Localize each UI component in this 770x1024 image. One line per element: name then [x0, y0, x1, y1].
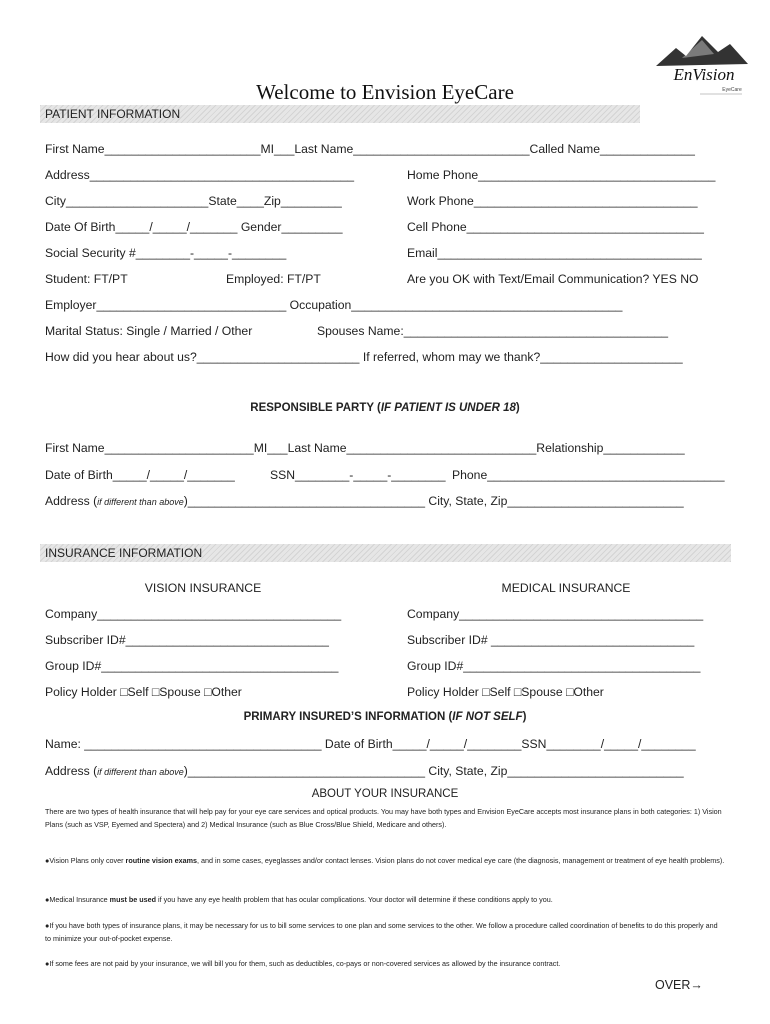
medical-insurance-label: MEDICAL INSURANCE — [501, 581, 631, 595]
about-bullet-vision: ●Vision Plans only cover routine vision exams, and in some cases, eyeglasses and/or contact lenses. Vision plans do not cover medical eye care (the diagnosis, management or treatment of eye health problems). — [45, 856, 725, 865]
over-indicator: OVER→ — [655, 978, 703, 992]
envision-logo — [652, 28, 752, 102]
field-medical-company[interactable]: Company____________________________________ — [407, 607, 704, 621]
field-primary-name-row[interactable]: Name: ___________________________________ Date of Birth_____/_____/________SSN________/_____/________ — [45, 737, 696, 751]
section-bar-patient: PATIENT INFORMATION — [40, 105, 640, 123]
field-vision-subscriber[interactable]: Subscriber ID#______________________________ — [45, 633, 329, 647]
field-primary-address[interactable]: Address (if different than above)___________________________________ City, State, Zip__________________________ — [45, 764, 684, 778]
field-vision-policy-holder[interactable]: Policy Holder □Self □Spouse □Other — [45, 685, 242, 699]
field-first-name-row[interactable]: First Name_______________________MI___Last Name__________________________Called Name______________ — [45, 142, 695, 156]
field-medical-policy-holder[interactable]: Policy Holder □Self □Spouse □Other — [407, 685, 604, 699]
field-vision-group[interactable]: Group ID#___________________________________ — [45, 659, 339, 673]
field-vision-company[interactable]: Company____________________________________ — [45, 607, 342, 621]
about-bullet-fees: ●If some fees are not paid by your insurance, we will bill you for them, such as deductibles, co-pays or non-covered services as allowed by the insurance contract. — [45, 959, 561, 968]
about-insurance-title: ABOUT YOUR INSURANCE — [311, 788, 459, 800]
field-marital-status[interactable]: Marital Status: Single / Married / Other — [45, 324, 253, 338]
logo-subtext: EyeCare — [722, 87, 742, 93]
field-email[interactable]: Email_______________________________________ — [407, 246, 702, 260]
responsible-party-heading: RESPONSIBLE PARTY (IF PATIENT IS UNDER 18) — [250, 402, 520, 414]
field-medical-subscriber[interactable]: Subscriber ID# ______________________________ — [407, 633, 695, 647]
field-work-phone[interactable]: Work Phone_________________________________ — [407, 194, 698, 208]
about-bullet-medical: ●Medical Insurance must be used if you have any eye health problem that has ocular complications. Your doctor will determine if these conditions apply to you. — [45, 895, 553, 904]
field-employer-occupation[interactable]: Employer____________________________ Occupation________________________________________ — [45, 298, 623, 312]
field-referral[interactable]: How did you hear about us?________________________ If referred, whom may we thank?_____________________ — [45, 350, 683, 364]
field-ssn[interactable]: Social Security #________-_____-________ — [45, 246, 287, 260]
field-rp-phone[interactable]: Phone___________________________________ — [452, 468, 725, 482]
field-home-phone[interactable]: Home Phone___________________________________ — [407, 168, 716, 182]
primary-insured-heading: PRIMARY INSURED’S INFORMATION (IF NOT SELF) — [243, 711, 527, 723]
field-rp-name-row[interactable]: First Name______________________MI___Last Name____________________________Relationship____________ — [45, 441, 685, 455]
section-bar-insurance: INSURANCE INFORMATION — [40, 544, 731, 562]
field-medical-group[interactable]: Group ID#___________________________________ — [407, 659, 701, 673]
field-rp-address[interactable]: Address (if different than above)___________________________________ City, State, Zip__________________________ — [45, 494, 684, 508]
page-title: Welcome to Envision EyeCare — [256, 80, 514, 104]
field-rp-dob[interactable]: Date of Birth_____/_____/_______ — [45, 468, 235, 482]
about-bullet-both: ●If you have both types of insurance plans, it may be necessary for us to bill some services to one plan and some services to the other. We follow a procedure called coordination of benefits to do this properly and to minimize your out-of-pocket expense. — [45, 921, 718, 943]
about-intro-paragraph: There are two types of health insurance that will help pay for your eye care services and optical products. You may have both types and Envision EyeCare accepts most insurance plans in both categories: 1) Vision Plans (such as VSP, Eyemed and Spectera) and 2) Medical Insurance (such as Blue Cross/Blue Shield, Medicare and others). — [45, 807, 722, 829]
vision-insurance-label: VISION INSURANCE — [144, 581, 262, 595]
field-student[interactable]: Student: FT/PT — [45, 272, 128, 286]
field-dob-gender[interactable]: Date Of Birth_____/_____/_______ Gender_________ — [45, 220, 343, 234]
field-city-state-zip[interactable]: City_____________________State____Zip_________ — [45, 194, 342, 208]
field-cell-phone[interactable]: Cell Phone___________________________________ — [407, 220, 704, 234]
field-employed[interactable]: Employed: FT/PT — [226, 272, 321, 286]
field-rp-ssn[interactable]: SSN________-_____-________ — [270, 468, 446, 482]
field-address[interactable]: Address_______________________________________ — [45, 168, 355, 182]
field-spouse-name[interactable]: Spouses Name:_______________________________________ — [317, 324, 669, 338]
logo-text: EnVision — [673, 65, 735, 84]
field-text-ok[interactable]: Are you OK with Text/Email Communication? YES NO — [407, 272, 699, 286]
